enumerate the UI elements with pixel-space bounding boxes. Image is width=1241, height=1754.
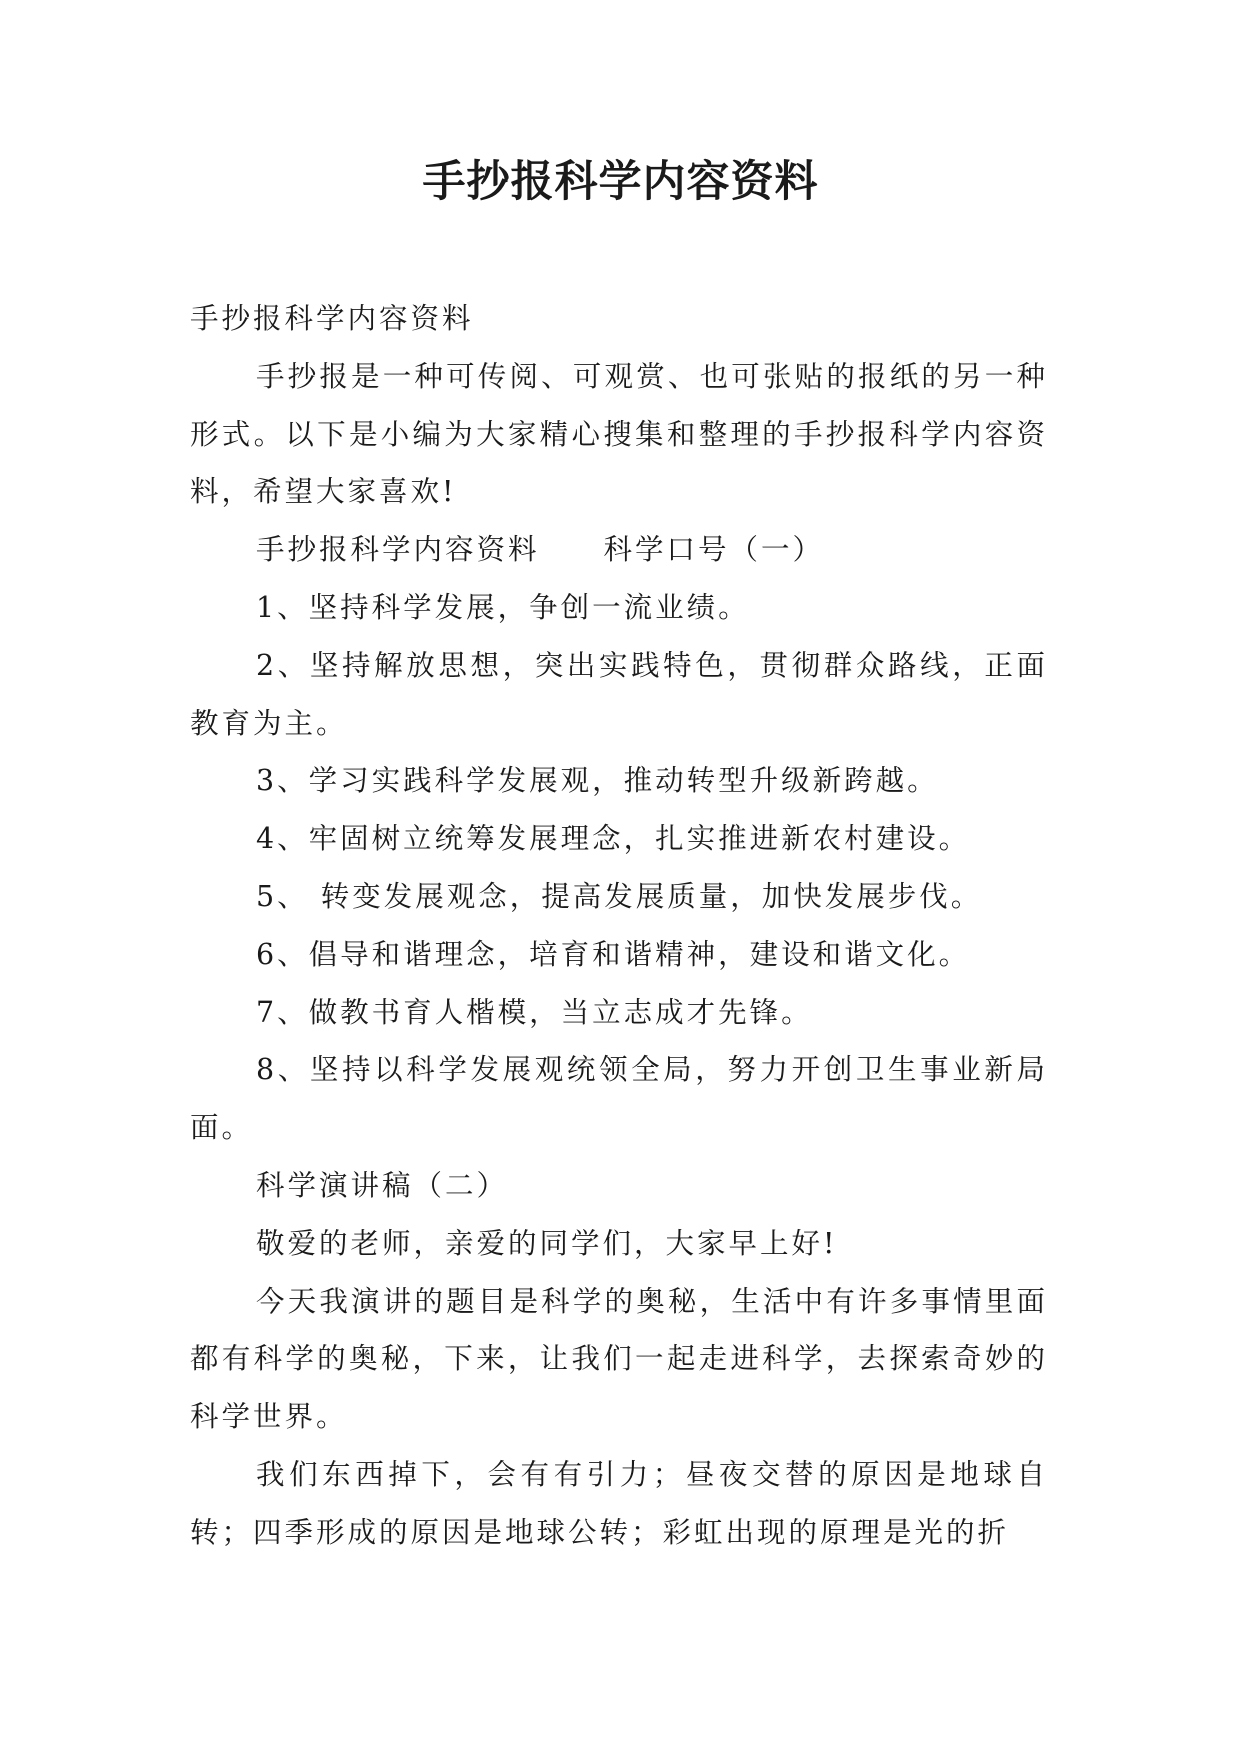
document-subtitle: 手抄报科学内容资料 — [190, 302, 474, 335]
document-title: 手抄报科学内容资料 — [422, 157, 819, 207]
document-body — [190, 290, 1048, 1562]
section-heading-part-a: 手抄报科学内容资料 — [256, 533, 540, 567]
slogan-item: 4、牢固树立统筹发展理念，扎实推进新农村建设。 — [256, 822, 971, 856]
slogan-item: 7、做教书育人楷模，当立志成才先锋。 — [256, 995, 813, 1029]
speech-paragraph: 我们东西掉下，会有有引力；昼夜交替的原因是地球自转；四季形成的原因是地球公转；彩虹出现的原理是光的折 — [190, 1457, 1048, 1549]
section-heading-part-b: 科学口号（一） — [603, 533, 825, 567]
intro-paragraph: 手抄报是一种可传阅、可观赏、也可张贴的报纸的另一种形式。以下是小编为大家精心搜集和整理的手抄报科学内容资料，希望大家喜欢! — [190, 359, 1048, 509]
section-heading-speech: 科学演讲稿（二） — [256, 1168, 509, 1202]
slogan-item: 2、坚持解放思想，突出实践特色，贯彻群众路线，正面教育为主。 — [190, 648, 1048, 740]
slogan-item: 5、 转变发展观念，提高发展质量，加快发展步伐。 — [256, 879, 983, 913]
slogan-item: 8、坚持以科学发展观统领全局，努力开创卫生事业新局面。 — [190, 1053, 1048, 1145]
slogan-item: 3、学习实践科学发展观，推动转型升级新跨越。 — [256, 764, 939, 798]
speech-paragraph: 今天我演讲的题目是科学的奥秘，生活中有许多事情里面都有科学的奥秘，下来，让我们一起走进科学，去探索奇妙的科学世界。 — [190, 1284, 1048, 1434]
slogan-item: 1、坚持科学发展，争创一流业绩。 — [256, 590, 750, 624]
speech-greeting: 敬爱的老师，亲爱的同学们，大家早上好! — [256, 1226, 838, 1260]
slogan-item: 6、倡导和谐理念，培育和谐精神，建设和谐文化。 — [256, 937, 971, 971]
section-heading-slogans — [190, 521, 1048, 579]
